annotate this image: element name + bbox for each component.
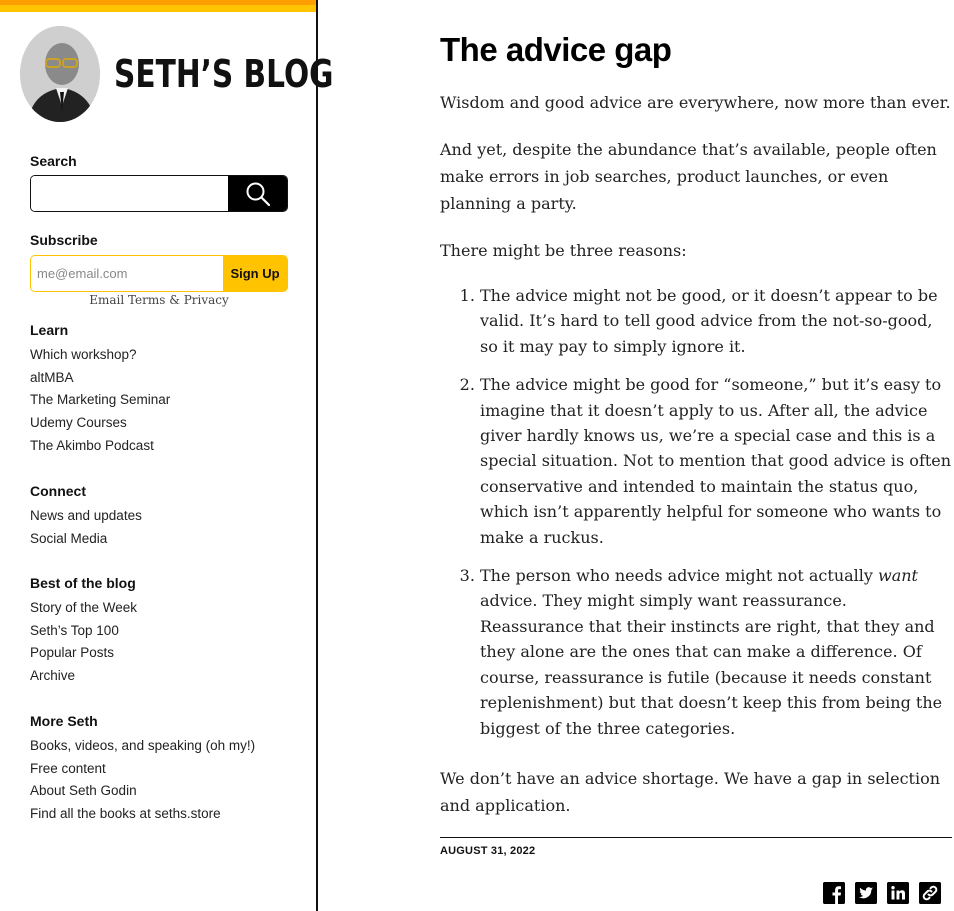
nav-link[interactable]: Books, videos, and speaking (oh my!) — [30, 738, 256, 753]
facebook-icon[interactable] — [823, 882, 845, 904]
post-paragraph — [440, 89, 952, 116]
twitter-icon[interactable] — [855, 882, 877, 904]
nav-connect — [30, 483, 142, 550]
nav-link[interactable]: Find all the books at seths.store — [30, 806, 221, 822]
linkedin-icon[interactable] — [887, 882, 909, 904]
list-item — [480, 563, 954, 741]
nav-link[interactable]: News and updates — [30, 508, 142, 523]
author-avatar — [20, 26, 100, 122]
search-button[interactable] — [228, 176, 287, 211]
nav-heading-connect: Connect — [30, 483, 86, 499]
site-title: SETH’S BLOG — [114, 52, 334, 96]
paragraph-text: And yet, despite the abundance that’s available, people often make errors in job searches, product launches, or even planning a party. — [440, 140, 937, 213]
reasons-list — [440, 283, 954, 754]
nav-link[interactable]: Social Media — [30, 530, 108, 546]
list-item: 2. The advice might be good for “someone,” but it’s easy to imagine that it doesn’t apply to us. After all, the advice giver hardly knows us, we’re a special case and this is a special situation. Not to mention that good advice is often conservative and intended to maintain the status quo, which isn’t apparently helpful for someone who wants to make a ruckus. — [480, 372, 954, 550]
email-field[interactable] — [31, 256, 223, 291]
top-accent-bar — [0, 0, 316, 12]
search-input[interactable] — [31, 176, 228, 211]
paragraph-text: Wisdom and good advice are everywhere, now more than ever. — [440, 93, 951, 112]
paragraph-text: There might be three reasons: — [440, 241, 687, 260]
nav-link[interactable]: The Marketing Seminar — [30, 392, 171, 408]
search-icon — [245, 181, 271, 207]
post-date: AUGUST 31, 2022 — [440, 845, 536, 857]
post-paragraph — [440, 765, 952, 819]
post-divider — [440, 837, 952, 838]
search-label: Search — [30, 153, 77, 169]
post-title: The advice gap — [440, 31, 672, 68]
nav-heading-best: Best of the blog — [30, 575, 136, 591]
link-icon[interactable] — [919, 882, 941, 904]
nav-link[interactable]: Archive — [30, 668, 76, 684]
nav-best — [30, 575, 137, 688]
site-logo[interactable] — [20, 26, 395, 122]
nav-link[interactable]: The Akimbo Podcast — [30, 437, 154, 453]
nav-link[interactable]: Free content — [30, 760, 106, 776]
list-item-text: The person who needs advice might not actually — [480, 566, 879, 586]
share-bar — [823, 882, 941, 904]
nav-link[interactable]: Story of the Week — [30, 600, 138, 615]
nav-link[interactable]: Which workshop? — [30, 347, 137, 362]
nav-heading-learn: Learn — [30, 322, 69, 338]
post-paragraph — [440, 136, 952, 217]
subscribe-form — [30, 255, 288, 292]
list-item: 1. The advice might not be good, or it doesn’t appear to be valid. It’s hard to tell good advice from the not-so-good, so it may pay to simply ignore it. — [480, 283, 954, 359]
nav-link[interactable]: altMBA — [30, 369, 74, 385]
search-form — [30, 175, 288, 212]
emphasis-text: want — [878, 566, 918, 586]
nav-link[interactable]: Udemy Courses — [30, 415, 127, 431]
email-terms-link[interactable]: Email Terms & Privacy — [89, 293, 229, 307]
nav-heading-more: More Seth — [30, 713, 98, 729]
nav-link[interactable]: Popular Posts — [30, 645, 115, 661]
nav-link[interactable]: About Seth Godin — [30, 783, 137, 799]
paragraph-text: We don’t have an advice shortage. We have a gap in selection and application. — [440, 769, 941, 815]
list-item-text: advice. They might simply want reassurance. Reassurance that their instincts are right, that they and they alone are the ones that can make a difference. Of course, reassurance is futile (because it needs constant replenishment) but that doesn’t keep this from being the biggest of the three categories. — [480, 591, 943, 738]
nav-link[interactable]: Seth’s Top 100 — [30, 622, 119, 638]
sign-up-button[interactable]: Sign Up — [223, 256, 287, 291]
sidebar — [0, 0, 334, 911]
nav-learn — [30, 322, 170, 458]
post-paragraph — [440, 237, 952, 264]
nav-more — [30, 713, 255, 826]
subscribe-label: Subscribe — [30, 232, 98, 248]
